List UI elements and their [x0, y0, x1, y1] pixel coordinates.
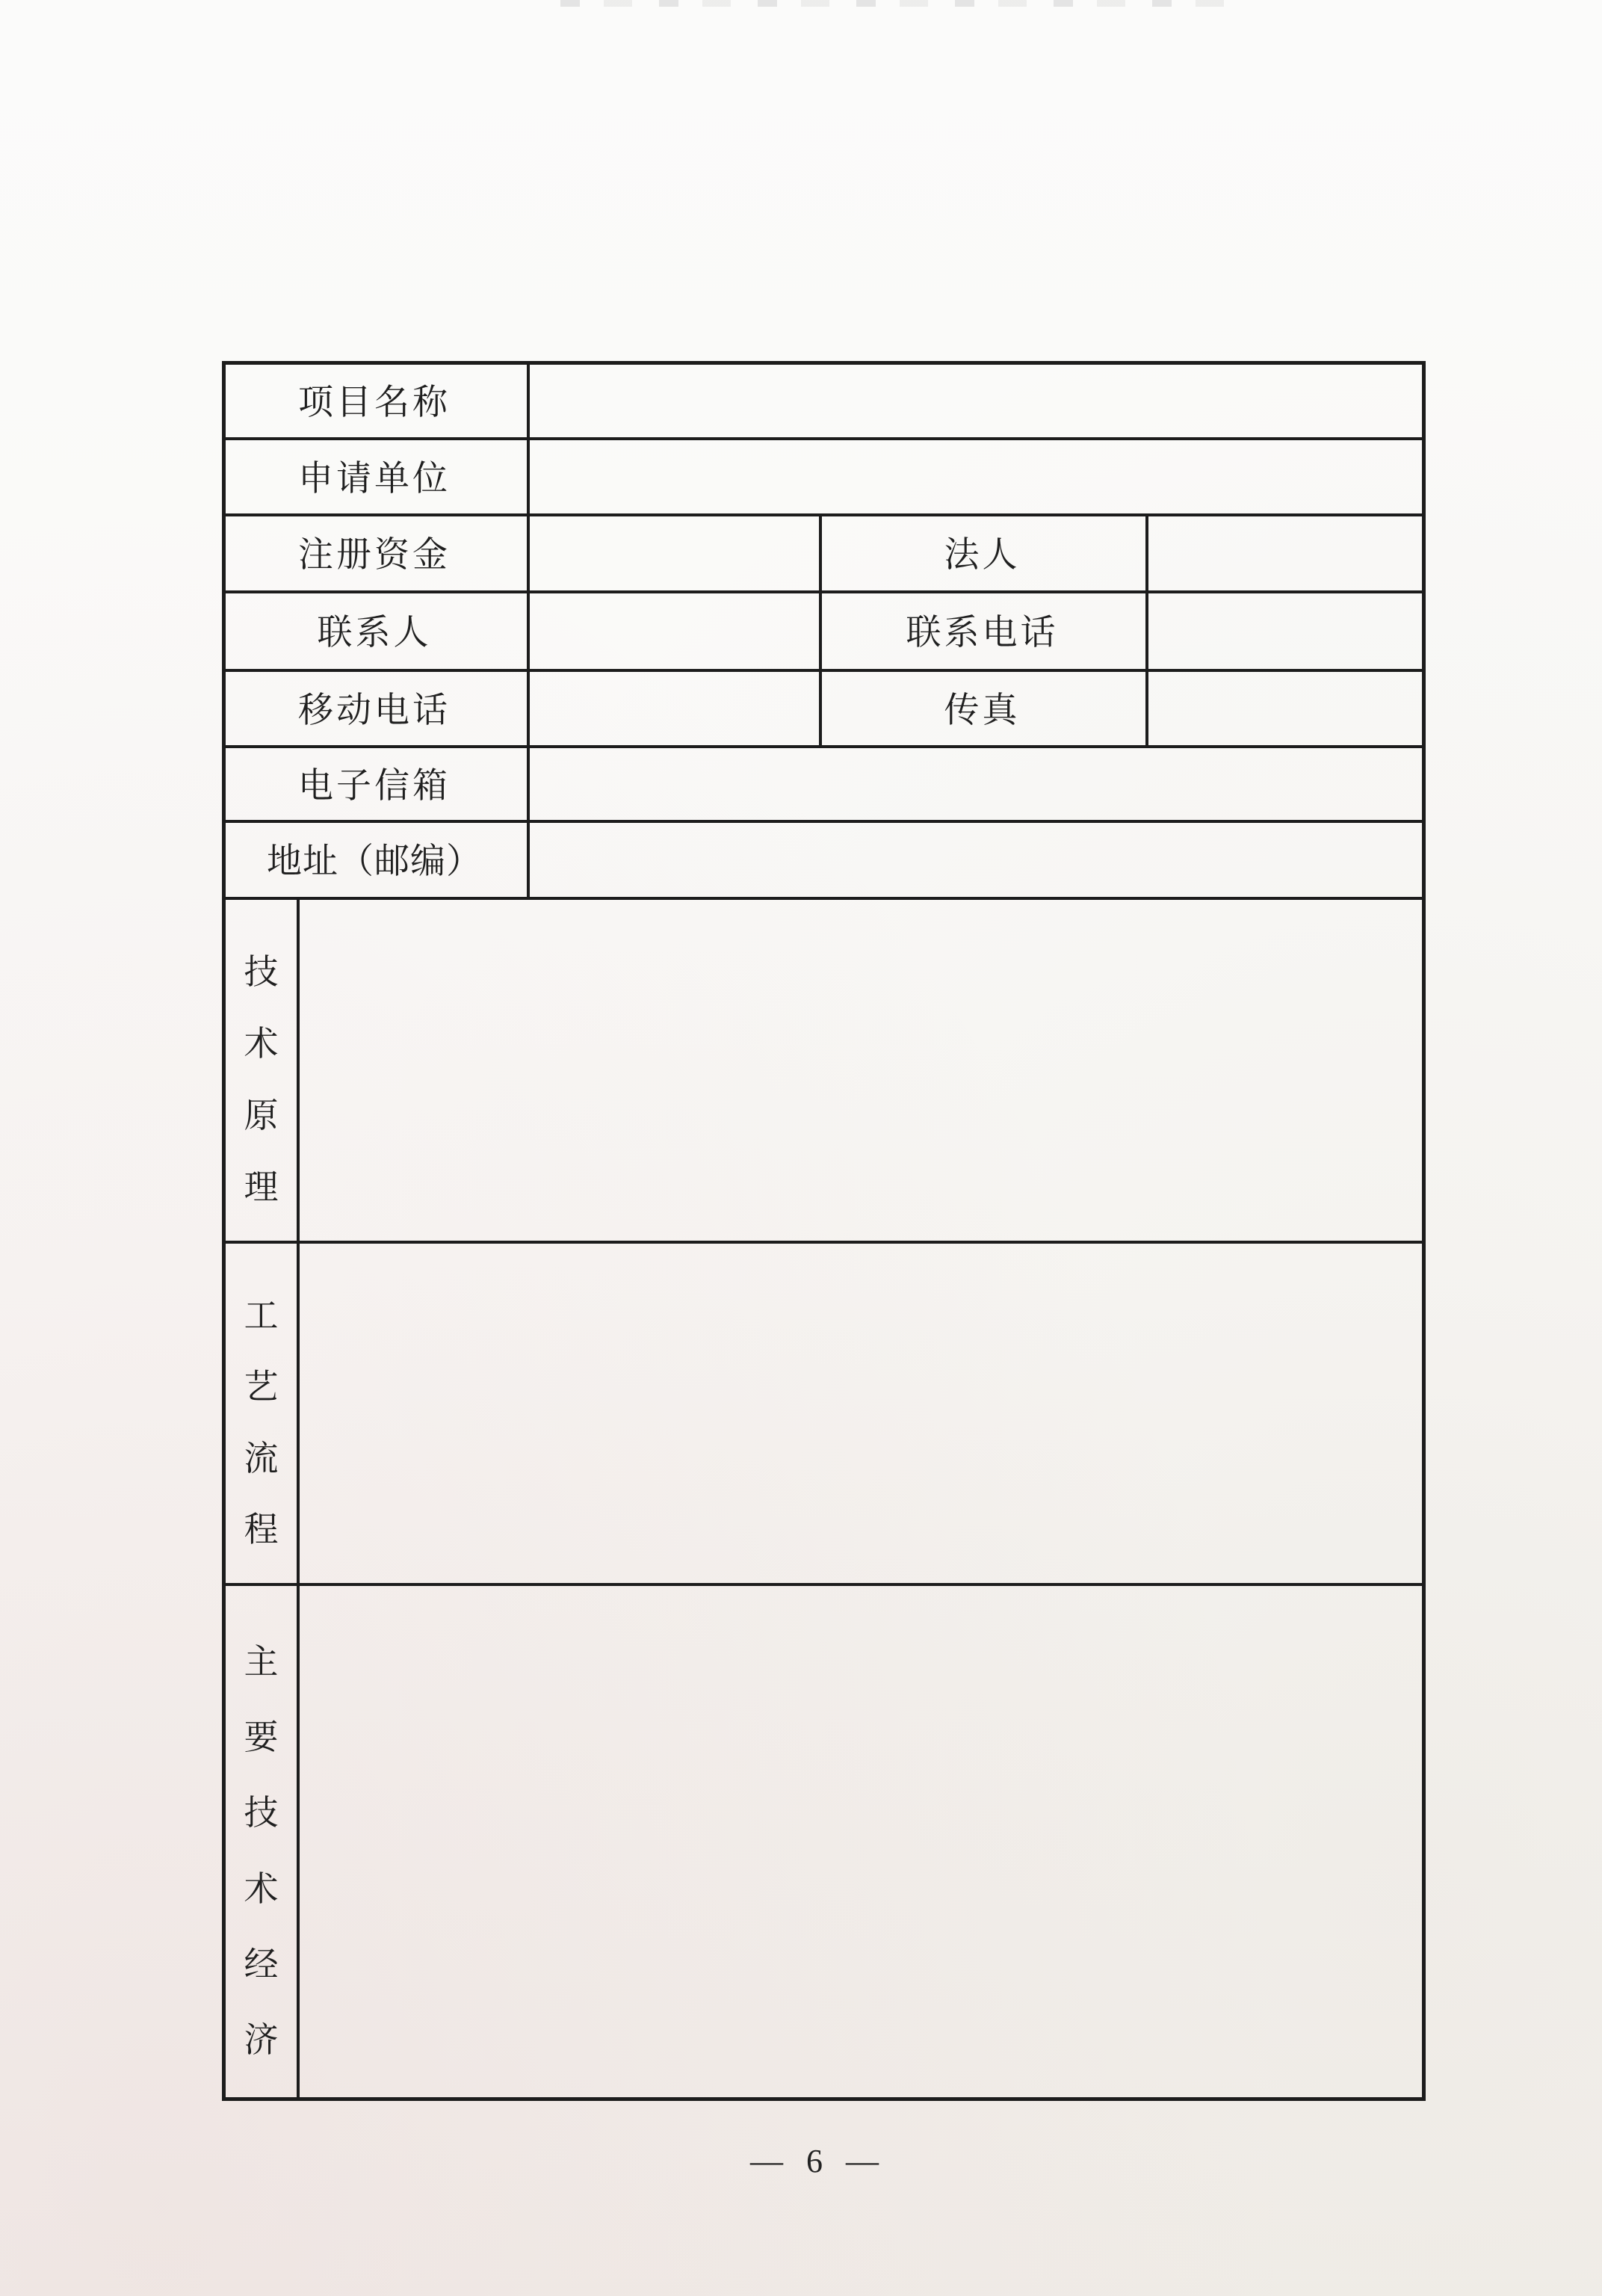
- scan-edge-artifact: [560, 0, 1225, 7]
- vertical-label-char: 理: [244, 1168, 279, 1206]
- vertical-label-char: 术: [244, 1869, 279, 1908]
- section-label-main-technical-economic: [226, 1586, 297, 2097]
- grid-line-right: [1422, 361, 1426, 2101]
- field-value-email: [530, 748, 1422, 820]
- field-value-mobile-phone: [530, 672, 819, 745]
- vertical-label-char: 工: [244, 1296, 279, 1335]
- page-number: — 6 —: [750, 2143, 886, 2179]
- section-label-process-flow: [226, 1244, 297, 1583]
- field-label-contact-person: 联系人: [317, 614, 432, 652]
- field-label-project-name: 项目名称: [298, 383, 451, 422]
- field-label-address-postcode: 地址（邮编）: [267, 842, 482, 881]
- field-label-contact-phone: 联系电话: [906, 614, 1059, 652]
- vertical-label-char: 要: [244, 1718, 279, 1757]
- field-label-applicant-unit: 申请单位: [298, 459, 451, 499]
- vertical-label-char: 程: [244, 1510, 279, 1549]
- field-value-contact-phone: [1148, 593, 1422, 669]
- field-value-registered-capital: [530, 516, 819, 590]
- vertical-label-char: 济: [244, 2020, 279, 2059]
- field-label-fax: 传真: [944, 691, 1021, 730]
- section-value-main-technical-economic: [300, 1586, 1422, 2097]
- vertical-label-char: 技: [244, 1794, 279, 1833]
- field-value-applicant-unit: [530, 440, 1422, 513]
- vertical-label-char: 流: [244, 1439, 279, 1478]
- section-value-technical-principle: [300, 900, 1422, 1241]
- field-label-legal-person: 法人: [944, 536, 1021, 575]
- field-value-legal-person: [1148, 516, 1422, 590]
- field-value-fax: [1148, 672, 1422, 745]
- section-value-process-flow: [300, 1244, 1422, 1583]
- vertical-label-char: 术: [244, 1025, 279, 1063]
- vertical-label-char: 艺: [244, 1368, 279, 1407]
- field-label-email: 电子信箱: [298, 766, 451, 806]
- vertical-label-char: 技: [244, 953, 279, 991]
- field-value-project-name: [530, 365, 1422, 437]
- section-label-technical-principle: [226, 900, 297, 1241]
- field-value-contact-person: [530, 593, 819, 669]
- vertical-label-char: 经: [244, 1945, 279, 1984]
- grid-line-bottom: [222, 2097, 1426, 2101]
- field-label-registered-capital: 注册资金: [298, 536, 451, 575]
- vertical-label-char: 主: [244, 1643, 279, 1682]
- field-label-mobile-phone: 移动电话: [298, 691, 451, 730]
- vertical-label-char: 原: [244, 1096, 279, 1135]
- field-value-address-postcode: [530, 823, 1422, 897]
